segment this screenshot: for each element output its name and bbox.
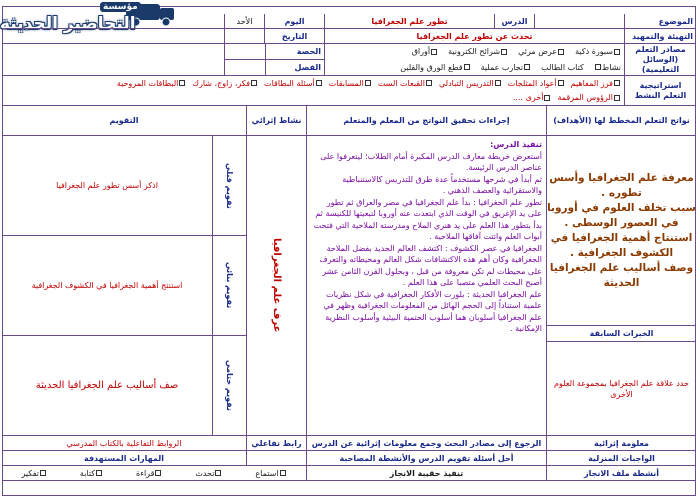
checkbox-icon[interactable]	[40, 470, 46, 476]
header-row-2	[2, 29, 696, 44]
evaluation-type: تقويم ختامي	[225, 360, 234, 411]
evaluation-item: اذكر أسس تطور علم الجغرافيا	[56, 181, 158, 190]
activity-column	[246, 136, 306, 435]
main-body-row	[2, 136, 696, 436]
class-row	[225, 60, 324, 76]
topic-value[interactable]	[534, 14, 624, 28]
strategy-option[interactable]: التدريس التبادلي	[439, 79, 502, 88]
footer-row-2	[2, 451, 696, 466]
topic-label: الموضوع	[624, 14, 696, 28]
checkbox-icon[interactable]	[501, 49, 507, 55]
day-value: الأحد	[224, 14, 264, 28]
resource-option[interactable]: شرائح الكترونية	[448, 47, 508, 56]
evaluation-column	[2, 136, 246, 435]
lesson-value: تطور علم الجغرافيا	[324, 14, 494, 28]
col-header-outcomes: نواتج التعلم المخطط لها (الأهداف)	[546, 106, 696, 135]
resources-options	[324, 44, 624, 75]
procedure-paragraph: أستعرض خريطة معارف الدرس المكبرة أمام الطلاب؛ ليتعرفوا على عناصر الدرس الرئيسة.	[320, 151, 542, 172]
evaluation-row-pre	[2, 136, 246, 236]
checkbox-icon[interactable]	[495, 80, 501, 86]
procedures-column	[306, 136, 546, 435]
checkbox-icon[interactable]	[614, 80, 620, 86]
header-row-1	[2, 14, 696, 29]
logo-title: التحاضير الحديثة	[0, 14, 136, 34]
strategy-option[interactable]: أعواد المثلجات	[508, 79, 565, 88]
col-header-activity: نشاط إثرائي	[246, 106, 306, 135]
resource-option[interactable]: نشاط	[594, 63, 621, 72]
strategy-option[interactable]: فرز المفاهيم	[571, 79, 621, 88]
checkbox-icon[interactable]	[431, 49, 437, 55]
col-header-evaluation: التقويم	[109, 116, 139, 125]
footer-row-1	[2, 436, 696, 451]
checkbox-icon[interactable]	[544, 95, 550, 101]
checkbox-icon[interactable]	[558, 80, 564, 86]
procedure-paragraph: علم الجغرافيا الحديثة : بلورت الأفكار الجغرافية في شكل نظريات علمية استناداً إلى الحجم الهائل من المعلومات الجغرافية وظهر في علم الجغرافيا أسلوبان هما أسلوب الحتمية البيئية وأسلوب النظرية الإمكانية .	[323, 289, 542, 333]
checkbox-icon[interactable]	[614, 95, 620, 101]
evaluation-type: تقويم بنائي	[225, 262, 234, 309]
checkbox-icon[interactable]	[464, 64, 470, 70]
homework-value: أحل أسئلة تقويم الدرس والأنشطة المصاحبة	[306, 451, 546, 465]
resource-option[interactable]: قطع الورق والقلين	[400, 63, 470, 72]
evaluation-type-cell	[212, 236, 246, 335]
evaluation-type: تقويم قبلي	[225, 162, 234, 209]
outcome-line: استنتاج أهمية الجغرافيا في	[550, 231, 693, 244]
procedure-paragraph: تطور علم الجغرافيا : بدأ علم الجغرافيا في مصر والعراق ثم تطور على يد الإغريق في الوقت الذي ابتعدت عنه أوروبا لتبعيتها للكنيسة ثم بدأ بتطور هذا العلم على يد هنري الملاح ومدرسته الملاحية التي فتحت أبواب العلم واتتت آفاقها الملاحية .	[313, 197, 542, 241]
period-row	[225, 44, 324, 60]
outcome-line: سبب تخلف العلوم في أوروبا	[547, 201, 696, 214]
prior-knowledge-text: حدد علاقة علم الجغرافيا بمجموعة العلوم الأخرى	[554, 378, 689, 399]
outcomes-list	[547, 136, 696, 326]
period-class-cell	[224, 44, 324, 75]
checkbox-icon[interactable]	[179, 80, 185, 86]
checkbox-icon[interactable]	[251, 80, 257, 86]
strategies-row	[2, 76, 696, 106]
outcome-line: تطوره .	[601, 186, 642, 199]
enrichment-label: معلومة إثرائية	[546, 436, 696, 450]
checkbox-icon[interactable]	[614, 49, 620, 55]
skill-option[interactable]: تحدث	[195, 469, 222, 478]
checkbox-icon[interactable]	[595, 64, 601, 70]
skill-option[interactable]: تفكير	[21, 469, 47, 478]
activity-text: عرف علم الجغرافيا	[271, 238, 282, 333]
col-header-procedures: إجراءات تحقيق النواتج من المعلم والمتعلم	[306, 106, 546, 135]
skill-option[interactable]: قراءة	[136, 469, 162, 478]
checkbox-icon[interactable]	[155, 470, 161, 476]
link-label: رابط تفاعلي	[246, 436, 306, 450]
skills-label: المهارات المستهدفة	[83, 453, 165, 463]
period-label: الحصة	[265, 44, 324, 59]
resources-line-2	[400, 63, 621, 72]
portfolio-value: تنفيذ حقيبة الانجاز	[306, 466, 546, 480]
resources-row	[2, 44, 696, 76]
strategy-option[interactable]: فكر، زاوج، شارك	[192, 79, 258, 88]
checkbox-icon[interactable]	[96, 470, 102, 476]
checkbox-icon[interactable]	[524, 64, 530, 70]
intro-value: تحدث عن تطور علم الجغرافيا	[324, 29, 624, 43]
prior-knowledge-label: الخبرات السابقة	[547, 326, 696, 342]
enrichment-value: الرجوع إلى مصادر البحث وجمع معلومات إثرائية عن الدرس	[306, 436, 546, 450]
evaluation-row-formative	[2, 236, 246, 336]
strategy-option[interactable]: البطاقات المروحية	[117, 79, 187, 88]
period-value[interactable]	[225, 44, 265, 59]
homework-label: الواجبات المنزلية	[546, 451, 696, 465]
date-value[interactable]	[224, 29, 264, 43]
procedures-title: تنفيذ الدرس:	[490, 140, 542, 149]
strategies-label: استراتيجية التعلم النشط	[624, 76, 696, 105]
outcome-line: الحديثة	[603, 276, 640, 289]
day-label: اليوم	[264, 14, 324, 28]
strategy-option[interactable]: الرؤوس المرقمة	[557, 93, 621, 102]
evaluation-type-cell	[212, 136, 246, 235]
portfolio-label: أنشطة ملف الانجاز	[546, 466, 696, 480]
strategies-line-1	[117, 79, 621, 88]
intro-label: التهيئة والتمهيد	[624, 29, 696, 43]
class-label: الفصل	[265, 60, 324, 76]
strategy-option[interactable]: القبعات الست	[378, 79, 433, 88]
outcome-line: الكشوف الجغرافية .	[569, 246, 674, 259]
resources-label: مصادر التعلم (الوسائل التعليمية)	[624, 44, 696, 75]
column-headers-row	[2, 106, 696, 136]
evaluation-type-cell	[212, 336, 246, 435]
resource-option[interactable]: سبورة ذكية	[575, 47, 621, 56]
checkbox-icon[interactable]	[426, 80, 432, 86]
evaluation-item: صف أساليب علم الجغرافيا الحديثة	[35, 379, 179, 391]
footer-spacer	[246, 451, 306, 465]
procedure-paragraph: ثم أبدأ في شرحها مستخدماً عدة طرق للتدريس كالاستنباطية والاستقرائية والعصف الذهني .	[342, 174, 542, 195]
checkbox-icon[interactable]	[316, 80, 322, 86]
skill-option[interactable]: كتابة	[80, 469, 103, 478]
strategy-option[interactable]: أخرى ....	[513, 93, 552, 102]
resource-option[interactable]: أوراق	[412, 47, 438, 56]
checkbox-icon[interactable]	[280, 470, 286, 476]
date-label: التاريخ	[264, 29, 324, 43]
link-value[interactable]: الروابط التفاعلية بالكتاب المدرسي	[66, 438, 182, 448]
evaluation-item: استنتج أهمية الجغرافيا في الكشوف الجغرافية	[31, 280, 183, 290]
lesson-label: الدرس	[494, 14, 534, 28]
evaluation-row-summative	[2, 336, 246, 435]
outcomes-column	[546, 136, 696, 435]
strategy-option[interactable]: أسئلة البطاقات	[264, 79, 323, 88]
class-value[interactable]	[225, 60, 265, 76]
resource-option[interactable]: عرض مرئي	[518, 47, 565, 56]
footer-row-3	[2, 466, 696, 481]
outcome-line: معرفة علم الجغرافيا وأسس	[549, 171, 694, 184]
strategies-line-2	[513, 93, 621, 102]
outcome-line: في العصور الوسطى .	[564, 216, 679, 229]
logo-subtitle: مؤسسة	[100, 2, 141, 12]
resources-line-1	[412, 47, 621, 56]
procedure-paragraph: الجغرافيا في عصر الكشوف : اكتشف العالم الجديد بفضل الملاحة الجغرافية وكان أهم هذه الاكتشافات شكل العالم ومحيطاته والتعرف على محيطات لم تكن معروفة من قبل ، وبحلول القرن الثامن عشر أصبح البحث العلمي متصبا على هذا العلم .	[319, 243, 542, 287]
resource-option[interactable]: تجارب عملية	[481, 63, 532, 72]
outcome-line: وصف أساليب علم الجغرافيا	[549, 261, 694, 274]
checkbox-icon[interactable]	[215, 470, 221, 476]
skill-option[interactable]: استماع	[255, 469, 286, 478]
resource-option[interactable]: كتاب الطالب	[541, 62, 584, 72]
strategies-options	[2, 76, 624, 105]
strategy-option[interactable]: المسابقات	[329, 79, 372, 88]
skills-options	[2, 466, 306, 480]
checkbox-icon[interactable]	[558, 49, 564, 55]
checkbox-icon[interactable]	[365, 80, 371, 86]
